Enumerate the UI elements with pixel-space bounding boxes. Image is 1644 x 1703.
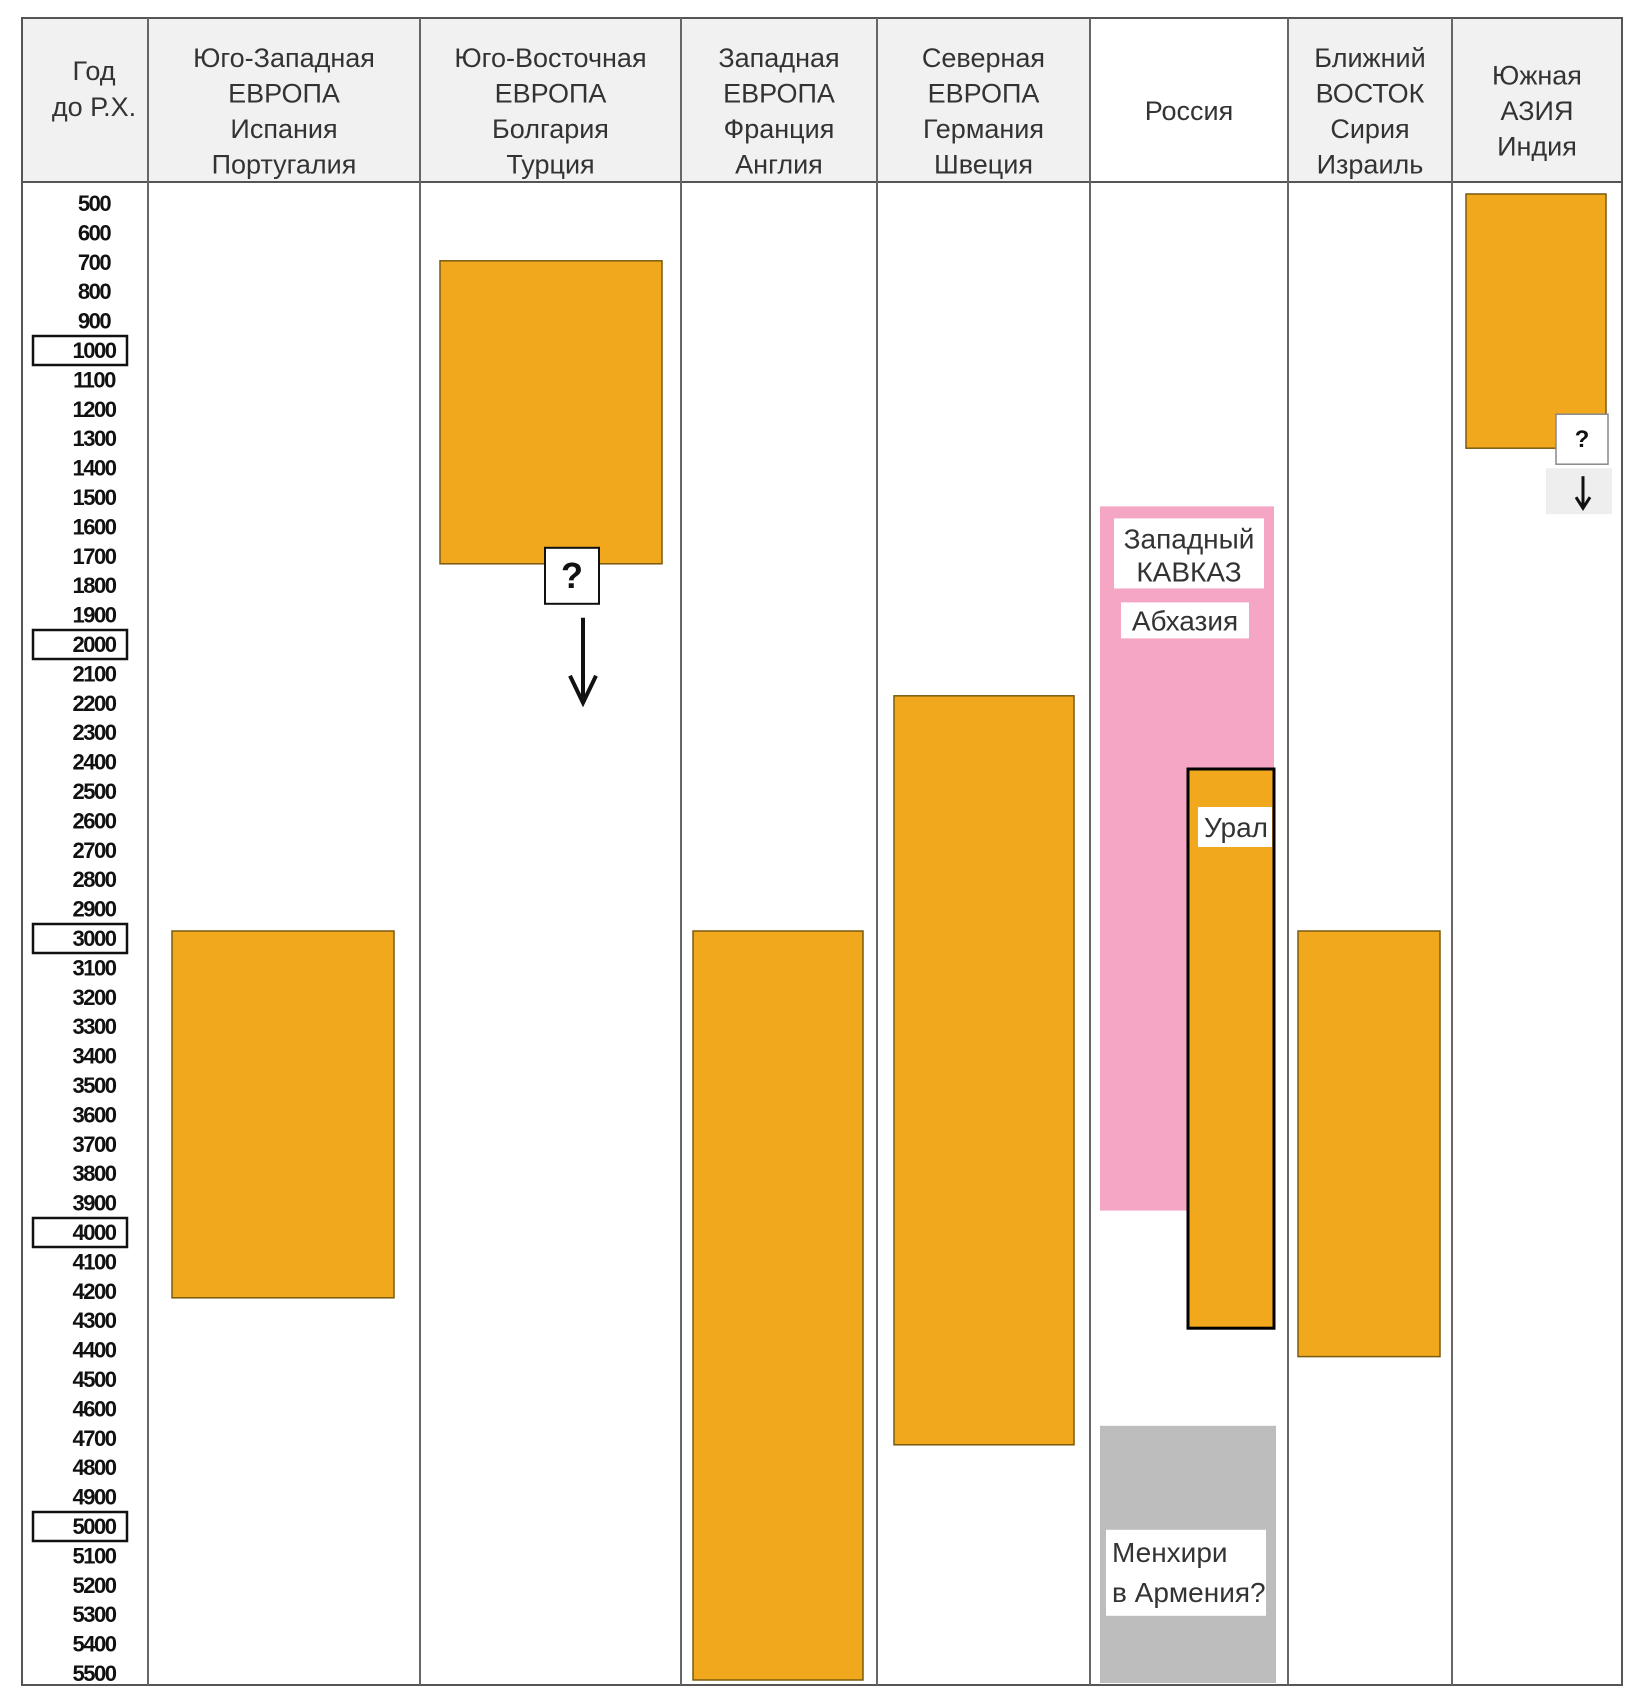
column-header-sw: Юго-Западная <box>193 42 375 73</box>
tick-label: 4900 <box>72 1484 116 1510</box>
tick-label: 3500 <box>72 1073 116 1098</box>
tick-label: 3700 <box>72 1131 116 1157</box>
tick-label: 4800 <box>72 1455 116 1481</box>
bar-w <box>693 931 863 1680</box>
tick-label: 3900 <box>72 1190 116 1216</box>
column-header-ru: Россия <box>1144 96 1234 126</box>
tick-label: 3400 <box>72 1043 116 1069</box>
tick-label: 5000 <box>72 1514 116 1539</box>
tick-label: 1500 <box>72 485 116 510</box>
tick-label: 500 <box>77 191 111 216</box>
abkhazia-label: Абхазия <box>1131 605 1239 637</box>
tick-label: 4000 <box>72 1220 116 1245</box>
tick-label: 2000 <box>72 632 116 657</box>
column-header-se: ЕВРОПА <box>494 78 607 109</box>
tick-label: 4100 <box>72 1249 116 1275</box>
column-header-sa: Южная <box>1492 60 1582 91</box>
tick-label: 2600 <box>72 808 116 834</box>
tick-label: 5200 <box>72 1572 116 1598</box>
bar-n <box>894 696 1074 1445</box>
tick-label: 2900 <box>72 896 116 922</box>
kavkaz-label: КАВКАЗ <box>1136 556 1242 588</box>
tick-label: 3100 <box>72 955 116 981</box>
tick-label: 2700 <box>72 837 116 863</box>
tick-label: 2400 <box>72 749 116 775</box>
tick-label: 2300 <box>72 720 116 746</box>
tick-label: 1700 <box>72 543 116 569</box>
menhiri-label: в Армения? <box>1112 1576 1266 1608</box>
column-header-w: Франция <box>723 113 835 144</box>
bar-me <box>1298 931 1440 1357</box>
tick-label: 1900 <box>72 602 116 628</box>
tick-label: 5100 <box>72 1543 116 1569</box>
column-header-sa: АЗИЯ <box>1500 96 1574 126</box>
tick-label: 4400 <box>72 1337 116 1363</box>
tick-label: 5500 <box>72 1661 116 1686</box>
tick-label: 3000 <box>72 926 116 951</box>
tick-label: 2800 <box>72 867 116 893</box>
column-header-sw: Португалия <box>211 149 357 180</box>
column-header-me: Ближний <box>1314 42 1426 73</box>
tick-label: 4700 <box>72 1425 116 1451</box>
tick-label: 1300 <box>72 426 116 452</box>
tick-label: 1600 <box>72 514 116 540</box>
tick-label: 4300 <box>72 1308 116 1334</box>
column-header-n: Швеция <box>934 149 1033 180</box>
axis-title-line2: до Р.Х. <box>51 92 137 122</box>
tick-label: 1400 <box>72 455 116 481</box>
tick-label: 3800 <box>72 1161 116 1187</box>
tick-label: 1000 <box>72 338 116 363</box>
uncertainty-marker: ? <box>1574 426 1590 454</box>
column-header-se: Болгария <box>492 113 609 144</box>
column-header-sa: Индия <box>1497 131 1577 162</box>
tick-label: 4200 <box>72 1278 116 1304</box>
bar-ural <box>1188 769 1274 1328</box>
tick-label: 1200 <box>72 396 116 422</box>
bar-sw <box>172 931 394 1298</box>
tick-label: 5300 <box>72 1602 116 1628</box>
column-header-se: Турция <box>506 149 595 180</box>
column-header-me: Сирия <box>1330 113 1410 144</box>
bar-sa <box>1466 194 1606 448</box>
kavkaz-label: Западный <box>1123 523 1255 555</box>
column-header-w: ЕВРОПА <box>723 78 835 109</box>
column-header-n: Германия <box>922 113 1045 144</box>
tick-label: 1100 <box>73 367 115 393</box>
column-header-me: ВОСТОК <box>1315 78 1425 109</box>
tick-label: 3600 <box>72 1102 116 1128</box>
tick-label: 5400 <box>72 1631 116 1657</box>
uncertainty-marker: ? <box>561 554 583 596</box>
tick-label: 4500 <box>72 1367 116 1392</box>
tick-label: 4600 <box>72 1396 116 1422</box>
column-header-se: Юго-Восточная <box>454 42 647 73</box>
menhiri-label: Менхири <box>1112 1536 1228 1568</box>
tick-label: 900 <box>77 308 111 334</box>
column-header-w: Западная <box>718 42 840 73</box>
tick-label: 600 <box>77 220 111 246</box>
tick-label: 2500 <box>72 779 116 804</box>
tick-label: 3300 <box>72 1014 116 1040</box>
tick-label: 700 <box>77 249 111 275</box>
column-header-w: Англия <box>735 149 823 180</box>
arrow-bg <box>1546 468 1612 514</box>
tick-label: 2200 <box>72 690 116 716</box>
column-header-sw: ЕВРОПА <box>228 78 340 109</box>
column-header-me: Израиль <box>1316 149 1424 180</box>
ural-label: Урал <box>1204 812 1269 843</box>
column-header-n: ЕВРОПА <box>927 78 1040 109</box>
tick-label: 800 <box>77 279 111 305</box>
column-header-n: Северная <box>921 42 1046 73</box>
tick-label: 2100 <box>72 661 116 687</box>
column-header-sw: Испания <box>230 113 338 144</box>
bar-se <box>440 261 662 564</box>
tick-label: 1800 <box>72 573 116 599</box>
axis-title-line1: Год <box>72 56 116 86</box>
tick-label: 3200 <box>72 984 116 1010</box>
